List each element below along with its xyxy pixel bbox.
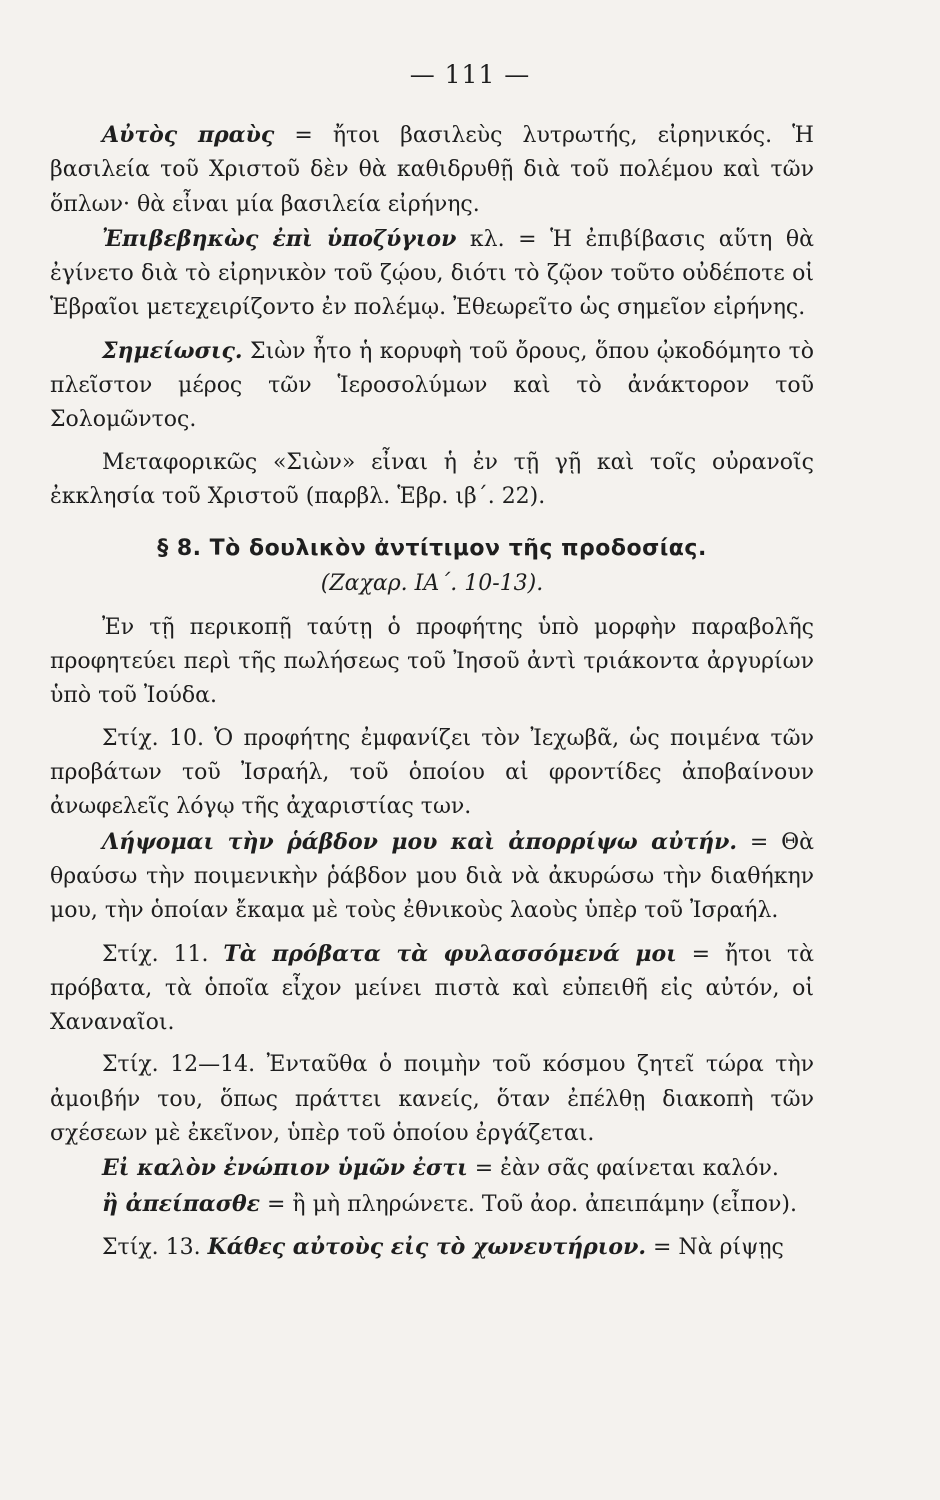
term: Ἐπιβεβηκὼς ἐπὶ ὑποζύγιον [102, 225, 457, 252]
term: ἢ ἀπείπασθε [102, 1190, 261, 1217]
page-number: — 111 — [409, 60, 531, 89]
paragraph-text: = ἐὰν σᾶς φαίνεται καλόν. [467, 1156, 779, 1182]
paragraph-stich-12-14 [50, 1048, 814, 1151]
paragraph-text: = ἢ μὴ πληρώνετε. Τοῦ ἀορ. ἀπειπάμην (εἶπον). [260, 1191, 797, 1217]
term: Σημείωσις. [102, 337, 243, 364]
paragraph-text: Στίχ. 10. Ὁ προφήτης ἐμφανίζει τὸν Ἰεχωβᾶ, ὡς ποιμένα τῶν προβάτων τοῦ Ἰσραήλ, τοῦ ὁποίου αἱ φροντίδες ἀποβαίνουν ἀνωφελεῖς λόγῳ τῆς ἀχαριστίας των. [50, 725, 814, 820]
paragraph-apeipasthe [50, 1187, 814, 1222]
term: Κάθες αὐτοὺς εἰς τὸ χωνευτήριον. [207, 1233, 647, 1260]
paragraph-text: = Νὰ ρίψῃς [646, 1234, 784, 1260]
paragraph-stich-11 [50, 937, 814, 1041]
paragraph-text: Ἐν τῇ περικοπῇ ταύτῃ ὁ προφήτης ὑπὸ μορφὴν παραβολῆς προφητεύει περὶ τῆς πωλήσεως τοῦ Ἰησοῦ ἀντὶ τριάκοντα ἀργυρίων ὑπὸ τοῦ Ἰούδα. [50, 614, 814, 709]
paragraph-text: = ἤτοι βασιλεὺς λυτρωτής, εἰρηνικός. Ἡ βασιλεία τοῦ Χριστοῦ δὲν θὰ καθιδρυθῇ διὰ τοῦ πολέμου καὶ τῶν ὅπλων· θὰ εἶναι μία βασιλεία εἰρήνης. [50, 123, 814, 217]
term: Εἰ καλὸν ἐνώπιον ὑμῶν ἐστι [102, 1155, 468, 1182]
paragraph-stich-13 [50, 1230, 814, 1265]
paragraph-text: Στίχ. 12—14. Ἐνταῦθα ὁ ποιμὴν τοῦ κόσμου ζητεῖ τώρα τὴν ἀμοιβήν του, ὅπως πράττει κανείς, ὅταν ἐπέλθῃ διακοπὴ τῶν σχέσεων μὲ ἐκεῖνον, ὑπὲρ τοῦ ὁποίου ἐργάζεται. [50, 1052, 814, 1147]
paragraph-metaphorikos [50, 446, 814, 515]
term: Τὰ πρόβατα τὰ φυλασσόμενά μοι [223, 940, 677, 967]
paragraph-lepsomai [50, 825, 814, 929]
section-subheading: (Ζαχαρ. ΙΑ΄. 10-13). [320, 570, 544, 596]
paragraph-semeiosis [50, 334, 814, 438]
section-heading: § 8. Τὸ δουλικὸν ἀντίτιμον τῆς προδοσίας. [157, 536, 707, 562]
term: Αὐτὸς πραὺς [102, 122, 275, 148]
paragraph-epibebekos [50, 222, 814, 326]
verse-ref: Στίχ. 11. [102, 941, 224, 967]
paragraph-text: Σιὼν ἦτο ἡ κορυφὴ τοῦ ὄρους, ὅπου ᾠκοδόμητο τὸ πλεῖστον μέρος τῶν Ἱεροσολύμων καὶ τὸ ἀνάκτορον τοῦ Σολομῶντος. [50, 338, 814, 433]
page-body [50, 118, 814, 1265]
verse-ref: Στίχ. 13. [102, 1234, 208, 1260]
paragraph-ei-kalon [50, 1151, 814, 1186]
paragraph-perikope [50, 611, 814, 714]
paragraph-text: κλ. = Ἡ ἐπιβίβασις αὕτη θὰ ἐγίνετο διὰ τὸ εἰρηνικὸν τοῦ ζῴου, διότι τὸ ζῷον τοῦτο οὐδέποτε οἱ Ἑβραῖοι μετεχειρίζοντο ἐν πολέμῳ. Ἐθεωρεῖτο ὡς σημεῖον εἰρήνης. [50, 226, 814, 321]
paragraph-text: = Θὰ θραύσω τὴν ποιμενικὴν ῥάβδον μου διὰ νὰ ἀκυρώσω τὴν διαθήκην μου, τὴν ὁποίαν ἔκαμα μὲ τοὺς ἐθνικοὺς λαοὺς ὑπὲρ τοῦ Ἰσραήλ. [50, 829, 814, 924]
paragraph-autos-praus [50, 118, 814, 222]
paragraph-stich-10 [50, 722, 814, 825]
paragraph-text: Μεταφορικῶς «Σιὼν» εἶναι ἡ ἐν τῇ γῇ καὶ τοῖς οὐρανοῖς ἐκκλησία τοῦ Χριστοῦ (παρβλ. Ἑβρ. ιβ΄. 22). [50, 449, 814, 509]
term: Λήψομαι τὴν ῥάβδον μου καὶ ἀπορρίψω αὐτήν. [102, 828, 738, 855]
paragraph-text: = ἤτοι τὰ πρόβατα, τὰ ὁποῖα εἶχον μείνει πιστὰ καὶ εὐπειθῆ εἰς αὐτόν, οἱ Χαναναῖοι. [50, 941, 814, 1036]
